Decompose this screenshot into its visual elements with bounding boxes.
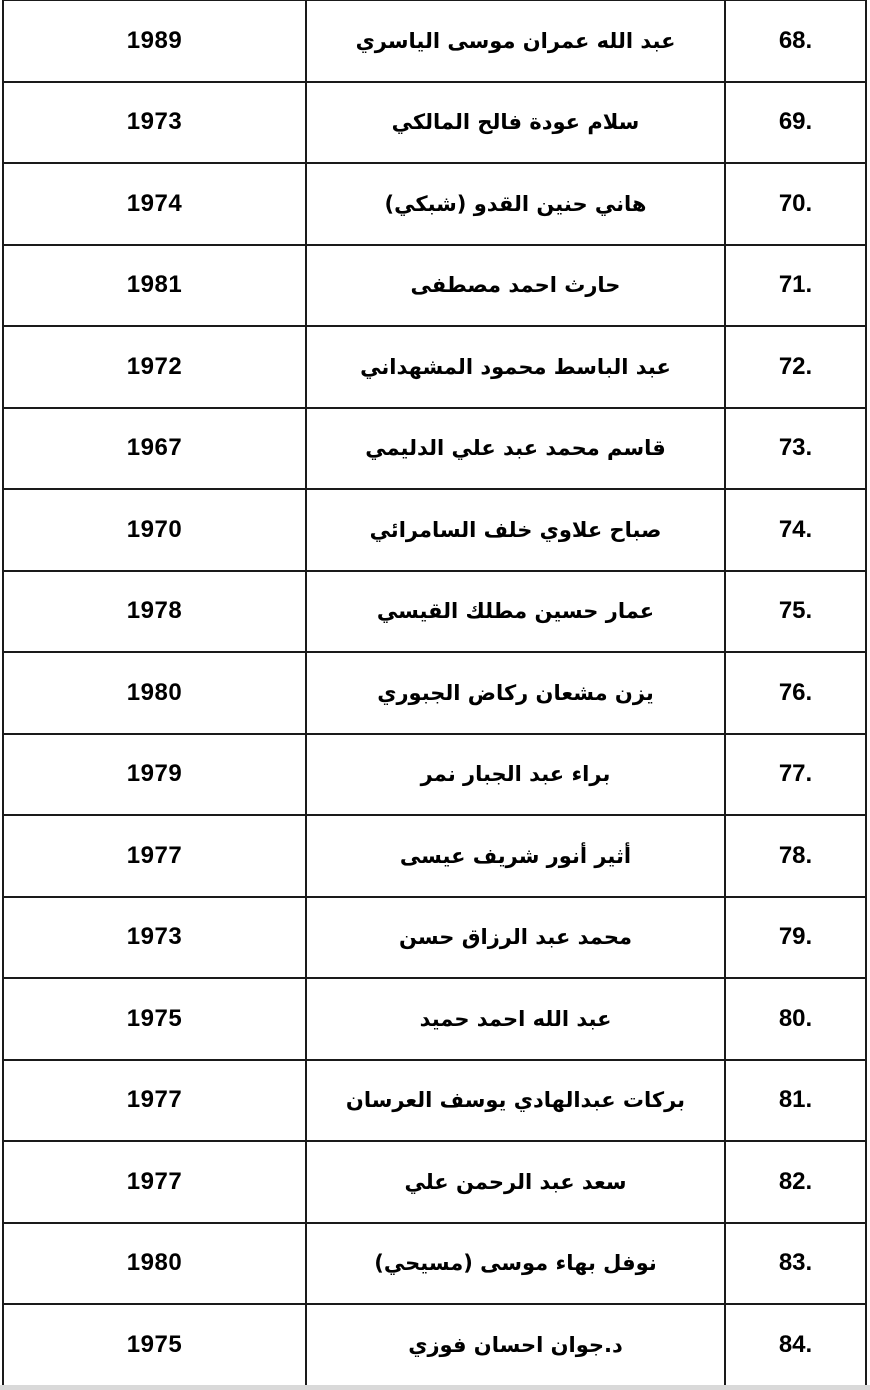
row-number-cell: 81. xyxy=(725,1060,866,1142)
person-name-cell: د.جوان احسان فوزي xyxy=(306,1304,725,1386)
page-bottom-edge xyxy=(0,1385,870,1390)
table-row xyxy=(3,815,866,897)
row-number-cell: 84. xyxy=(725,1304,866,1386)
person-name-cell: سعد عبد الرحمن علي xyxy=(306,1141,725,1223)
person-name-cell: عبد الله عمران موسى الياسري xyxy=(306,0,725,82)
row-number-cell: 83. xyxy=(725,1223,866,1305)
table-row xyxy=(3,652,866,734)
row-number-cell: 71. xyxy=(725,245,866,327)
table-row xyxy=(3,1060,866,1142)
person-name-cell: سلام عودة فالح المالكي xyxy=(306,82,725,164)
row-number-cell: 75. xyxy=(725,571,866,653)
birth-year-cell: 1967 xyxy=(3,408,306,490)
birth-year-cell: 1980 xyxy=(3,1223,306,1305)
row-number-cell: 79. xyxy=(725,897,866,979)
table-row xyxy=(3,326,866,408)
birth-year-cell: 1977 xyxy=(3,1060,306,1142)
table-row xyxy=(3,245,866,327)
names-table xyxy=(2,0,867,1387)
person-name-cell: صباح علاوي خلف السامرائي xyxy=(306,489,725,571)
table-row xyxy=(3,571,866,653)
table-row xyxy=(3,163,866,245)
birth-year-cell: 1972 xyxy=(3,326,306,408)
person-name-cell: عبد الله احمد حميد xyxy=(306,978,725,1060)
person-name-cell: قاسم محمد عبد علي الدليمي xyxy=(306,408,725,490)
birth-year-cell: 1978 xyxy=(3,571,306,653)
row-number-cell: 68. xyxy=(725,0,866,82)
person-name-cell: عمار حسين مطلك القيسي xyxy=(306,571,725,653)
table-row xyxy=(3,1141,866,1223)
row-number-cell: 69. xyxy=(725,82,866,164)
person-name-cell: نوفل بهاء موسى (مسيحي) xyxy=(306,1223,725,1305)
table-row xyxy=(3,978,866,1060)
person-name-cell: محمد عبد الرزاق حسن xyxy=(306,897,725,979)
table-row xyxy=(3,1223,866,1305)
birth-year-cell: 1973 xyxy=(3,897,306,979)
birth-year-cell: 1989 xyxy=(3,0,306,82)
birth-year-cell: 1981 xyxy=(3,245,306,327)
table-row xyxy=(3,734,866,816)
person-name-cell: براء عبد الجبار نمر xyxy=(306,734,725,816)
row-number-cell: 73. xyxy=(725,408,866,490)
row-number-cell: 80. xyxy=(725,978,866,1060)
table-row xyxy=(3,408,866,490)
person-name-cell: أثير أنور شريف عيسى xyxy=(306,815,725,897)
table-row xyxy=(3,82,866,164)
row-number-cell: 77. xyxy=(725,734,866,816)
table-row xyxy=(3,0,866,82)
person-name-cell: هاني حنين القدو (شبكي) xyxy=(306,163,725,245)
row-number-cell: 70. xyxy=(725,163,866,245)
person-name-cell: عبد الباسط محمود المشهداني xyxy=(306,326,725,408)
row-number-cell: 74. xyxy=(725,489,866,571)
birth-year-cell: 1980 xyxy=(3,652,306,734)
table-row xyxy=(3,1304,866,1386)
person-name-cell: يزن مشعان ركاض الجبوري xyxy=(306,652,725,734)
birth-year-cell: 1970 xyxy=(3,489,306,571)
birth-year-cell: 1974 xyxy=(3,163,306,245)
row-number-cell: 78. xyxy=(725,815,866,897)
birth-year-cell: 1979 xyxy=(3,734,306,816)
birth-year-cell: 1975 xyxy=(3,1304,306,1386)
table-row xyxy=(3,897,866,979)
row-number-cell: 76. xyxy=(725,652,866,734)
birth-year-cell: 1977 xyxy=(3,1141,306,1223)
row-number-cell: 72. xyxy=(725,326,866,408)
person-name-cell: بركات عبدالهادي يوسف العرسان xyxy=(306,1060,725,1142)
person-name-cell: حارث احمد مصطفى xyxy=(306,245,725,327)
table-row xyxy=(3,489,866,571)
row-number-cell: 82. xyxy=(725,1141,866,1223)
birth-year-cell: 1977 xyxy=(3,815,306,897)
birth-year-cell: 1973 xyxy=(3,82,306,164)
birth-year-cell: 1975 xyxy=(3,978,306,1060)
